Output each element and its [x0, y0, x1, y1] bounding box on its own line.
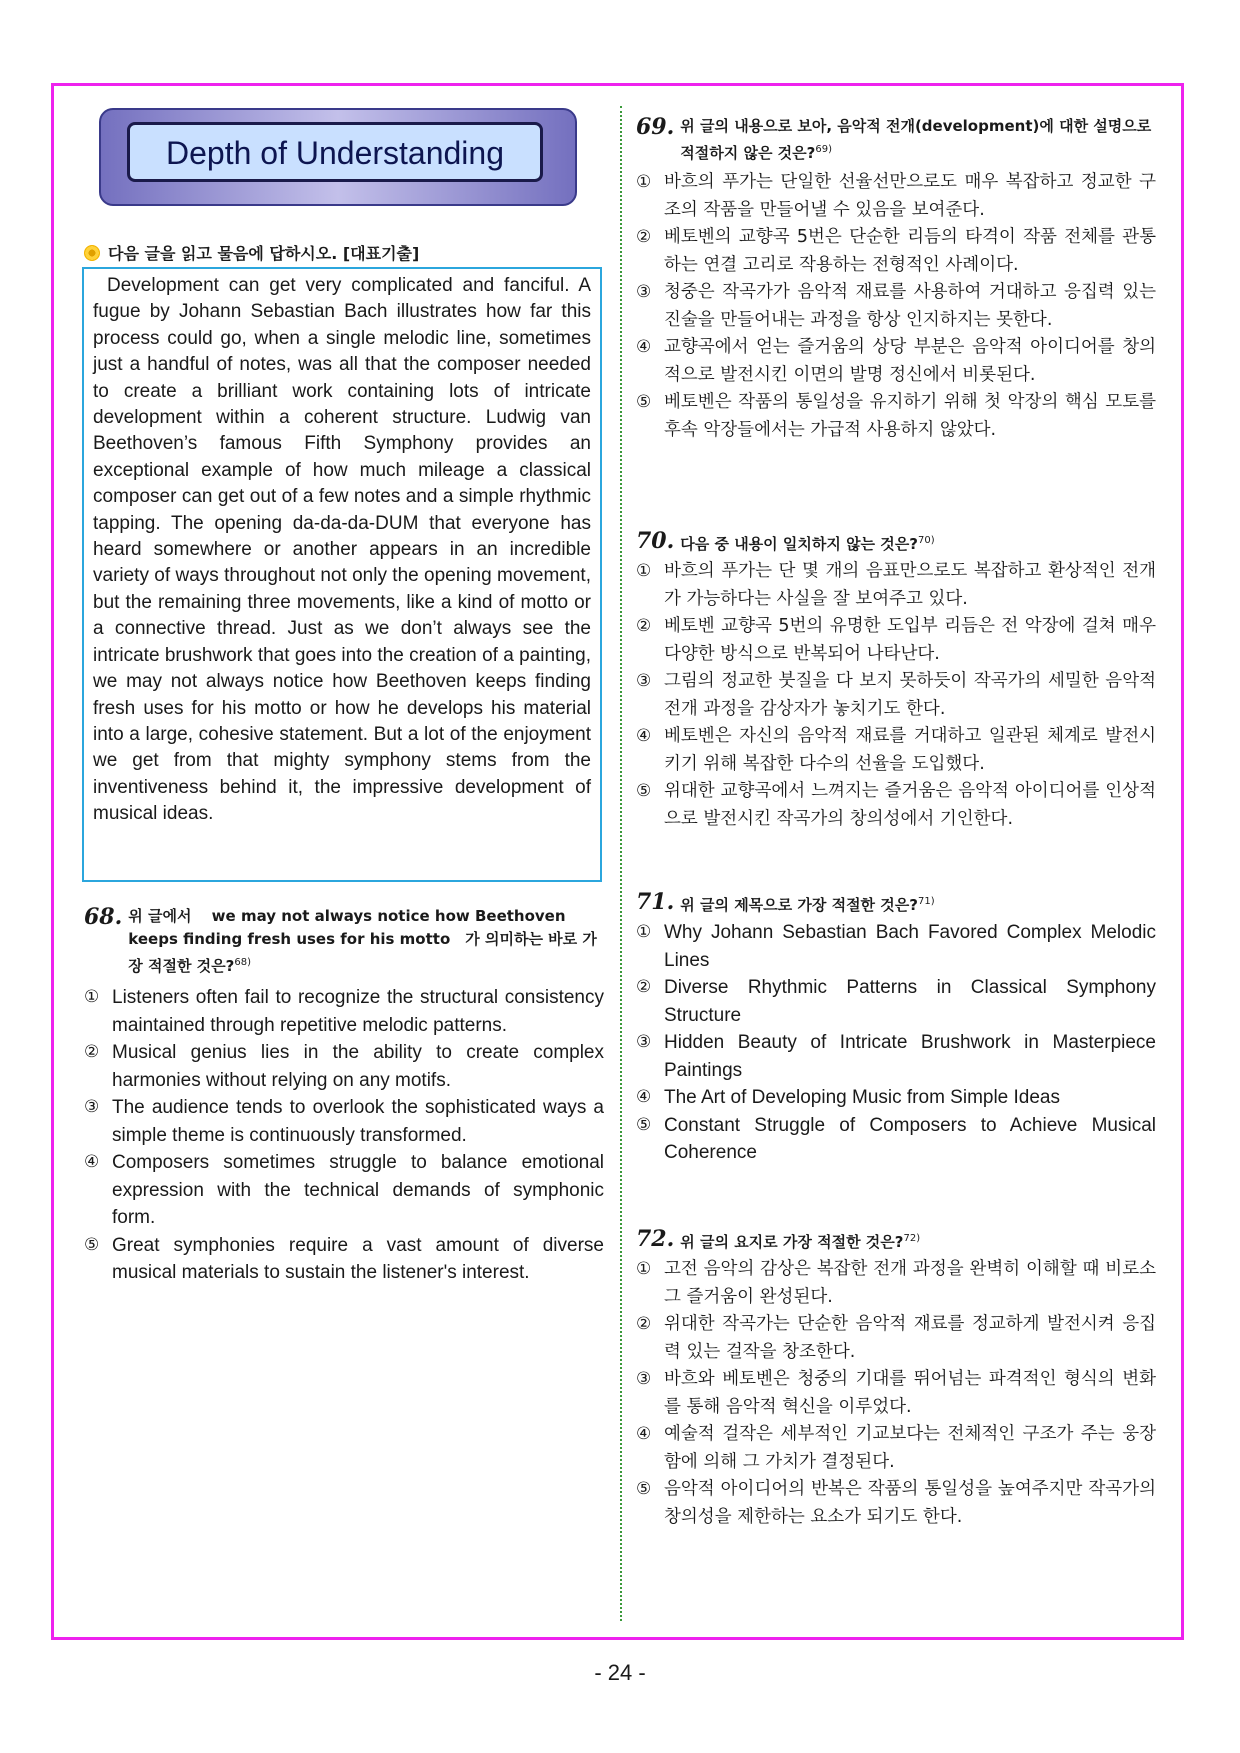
option-text: 베토벤 교향곡 5번의 유명한 도입부 리듬은 전 악장에 걸쳐 매우 다양한 방식으로 반복되어 나타난다. — [664, 616, 1156, 664]
option[interactable] — [636, 1366, 1156, 1421]
options-list — [636, 919, 1156, 1167]
option-text: 바흐와 베토벤은 청중의 기대를 뛰어넘는 파격적인 형식의 변화를 통해 음악적 혁신을 이루었다. — [664, 1369, 1156, 1417]
option-text: The audience tends to overlook the sophisticated ways a simple theme is continuously transformed. — [112, 1097, 604, 1146]
question-stem — [680, 890, 934, 917]
banner-label-box — [127, 122, 543, 182]
footnote-mark: 68) — [234, 957, 252, 968]
footnote-mark: 69) — [815, 144, 832, 155]
question-70 — [636, 529, 1156, 833]
question-header — [636, 529, 1156, 556]
option-text: Why Johann Sebastian Bach Favored Complex Melodic Lines — [664, 922, 1156, 971]
option-text: 베토벤은 자신의 음악적 재료를 거대하고 일관된 체계로 발전시키기 위해 복잡한 다수의 선율을 도입했다. — [664, 726, 1156, 774]
question-number: 71. — [636, 889, 675, 915]
question-number: 69. — [636, 114, 675, 140]
option-text: Listeners often fail to recognize the structural consistency maintained through repetitive melodic patterns. — [112, 987, 604, 1036]
option-mark: ③ — [636, 1032, 652, 1052]
option-text: 베토벤의 교향곡 5번은 단순한 리듬의 타격이 작품 전체를 관통하는 연결 고리로 작용하는 전형적인 사례이다. — [664, 227, 1156, 275]
option-mark: ③ — [636, 1369, 652, 1389]
instruction-text: 다음 글을 읽고 물음에 답하시오. [대표기출] — [108, 244, 420, 263]
question-stem-text: 위 글의 제목으로 가장 적절한 것은? — [680, 896, 918, 914]
option-mark: ⑤ — [636, 392, 652, 412]
option-text: 교향곡에서 얻는 즐거움의 상당 부분은 음악적 아이디어를 창의적으로 발전시킨 이면의 발명 정신에서 비롯된다. — [664, 337, 1156, 385]
passage-text: Development can get very complicated and fanciful. A fugue by Johann Sebastian Bach illustrates how far this process could go, when a single melodic line, sometimes just a handful of notes, was all that the composer needed to create a brilliant work containing lots of intricate development within a coherent structure. Ludwig van Beethoven’s famous Fifth Symphony provides an exceptional example of how much mileage a classical composer can get out of a few notes and a simple rhythmic tapping. The opening da-da-da-DUM that everyone has heard somewhere or another appears in an incredible variety of ways throughout not only the opening movement, but the remaining three movements, like a kind of motto or a connective thread. Just as we don’t always see the intricate brushwork that goes into the creation of a painting, we may not always notice how Beethoven keeps finding fresh uses for his motto or how he develops his material into a large, cohesive statement. But a lot of the enjoyment we get from that mighty symphony stems from the inventiveness behind it, the impressive development of musical ideas. — [93, 275, 591, 825]
option-text: Great symphonies require a vast amount of diverse musical materials to sustain the listener's interest. — [112, 1234, 604, 1283]
option[interactable] — [636, 279, 1156, 334]
option-mark: ③ — [636, 671, 652, 691]
footnote-mark: 71) — [917, 896, 935, 907]
option-text: Constant Struggle of Composers to Achieve Musical Coherence — [664, 1114, 1156, 1163]
option[interactable] — [84, 984, 604, 1039]
question-number: 72. — [636, 1226, 675, 1252]
option-mark: ① — [636, 922, 652, 942]
question-stem — [680, 115, 1156, 165]
options-list — [84, 984, 604, 1287]
question-header — [636, 115, 1156, 165]
option-mark: ⑤ — [636, 1479, 652, 1499]
option-text: Musical genius lies in the ability to create complex harmonies without relying on any motifs. — [112, 1042, 604, 1091]
section-banner — [99, 108, 577, 206]
option-mark: ② — [636, 227, 652, 247]
passage-box — [82, 267, 602, 882]
option-mark: ⑤ — [636, 781, 652, 801]
option-text: 청중은 작곡가가 음악적 재료를 사용하여 거대하고 응집력 있는 진술을 만들어내는 과정을 항상 인지하지는 못한다. — [664, 282, 1156, 330]
option[interactable] — [636, 169, 1156, 224]
option[interactable] — [636, 1311, 1156, 1366]
question-number: 68. — [84, 904, 123, 930]
question-header — [84, 905, 604, 978]
question-stem — [680, 529, 934, 556]
footnote-mark: 70) — [917, 535, 935, 546]
option-text: 음악적 아이디어의 반복은 작품의 통일성을 높여주지만 작곡가의 창의성을 제한하는 요소가 되기도 한다. — [664, 1479, 1156, 1527]
option-mark: ④ — [636, 726, 652, 746]
option-text: 위대한 작곡가는 단순한 음악적 재료를 정교하게 발전시켜 응집력 있는 걸작을 창조한다. — [664, 1314, 1156, 1362]
option-text: 예술적 걸작은 세부적인 기교보다는 전체적인 구조가 주는 웅장함에 의해 그 가치가 결정된다. — [664, 1424, 1156, 1472]
question-header — [636, 1227, 1156, 1254]
question-71 — [636, 890, 1156, 1167]
option-text: 베토벤은 작품의 통일성을 유지하기 위해 첫 악장의 핵심 모토를 후속 악장들에서는 가급적 사용하지 않았다. — [664, 392, 1156, 440]
option-text: Composers sometimes struggle to balance emotional expression with the technical demands of symphonic form. — [112, 1152, 604, 1228]
option-mark: ② — [636, 1314, 652, 1334]
option-mark: ② — [84, 1042, 100, 1062]
option[interactable] — [636, 723, 1156, 778]
option[interactable] — [636, 668, 1156, 723]
option-text: 위대한 교향곡에서 느껴지는 즐거움은 음악적 아이디어를 인상적으로 발전시킨 작곡가의 창의성에서 기인한다. — [664, 781, 1156, 829]
option[interactable] — [636, 974, 1156, 1029]
footnote-mark: 72) — [903, 1233, 921, 1244]
page-number: - 24 - — [594, 1660, 646, 1685]
option[interactable] — [636, 224, 1156, 279]
option-text: Diverse Rhythmic Patterns in Classical Symphony Structure — [664, 977, 1156, 1026]
option-mark: ② — [636, 977, 652, 997]
option[interactable] — [636, 389, 1156, 444]
option[interactable] — [636, 558, 1156, 613]
option-mark: ① — [636, 172, 652, 192]
question-stem-text: 위 글의 요지로 가장 적절한 것은? — [680, 1233, 904, 1251]
option-text: 그림의 정교한 붓질을 다 보지 못하듯이 작곡가의 세밀한 음악적 전개 과정을 감상자가 놓치기도 한다. — [664, 671, 1156, 719]
question-68 — [84, 905, 604, 1287]
options-list — [636, 169, 1156, 444]
option-mark: ① — [636, 561, 652, 581]
option-text: 고전 음악의 감상은 복잡한 전개 과정을 완벽히 이해할 때 비로소 그 즐거움이 완성된다. — [664, 1259, 1156, 1307]
options-list — [636, 558, 1156, 833]
option-text: Hidden Beauty of Intricate Brushwork in Masterpiece Paintings — [664, 1032, 1156, 1081]
option[interactable] — [636, 1476, 1156, 1531]
question-stem-text: 위 글의 내용으로 보아, 음악적 전개(development)에 대한 설명으로 적절하지 않은 것은? — [680, 117, 1152, 162]
question-header — [636, 890, 1156, 917]
option-mark: ② — [636, 616, 652, 636]
option[interactable] — [636, 1112, 1156, 1167]
question-stem-text: 위 글에서 we may not always notice how Beethoven keeps finding fresh uses for his motto 가 의미하는 바로 가장 적절한 것은? — [128, 907, 597, 975]
option-mark: ③ — [84, 1097, 100, 1117]
option-mark: ④ — [636, 1424, 652, 1444]
option-text: 바흐의 푸가는 단 몇 개의 음표만으로도 복잡하고 환상적인 전개가 가능하다는 사실을 잘 보여주고 있다. — [664, 561, 1156, 609]
option[interactable] — [84, 1232, 604, 1287]
option[interactable] — [636, 1421, 1156, 1476]
instruction — [84, 241, 419, 264]
option[interactable] — [84, 1094, 604, 1149]
option-mark: ⑤ — [84, 1234, 100, 1255]
column-divider — [620, 106, 622, 1621]
option-mark: ④ — [636, 1087, 652, 1107]
option-mark: ④ — [636, 337, 652, 357]
option[interactable] — [636, 613, 1156, 668]
option-mark: ④ — [84, 1152, 100, 1172]
option[interactable] — [84, 1039, 604, 1094]
question-stem — [680, 1227, 920, 1254]
option-mark: ③ — [636, 282, 652, 302]
option-text: 바흐의 푸가는 단일한 선율선만으로도 매우 복잡하고 정교한 구조의 작품을 만들어낼 수 있음을 보여준다. — [664, 172, 1156, 220]
option[interactable] — [636, 1029, 1156, 1084]
question-stem-text: 다음 중 내용이 일치하지 않는 것은? — [680, 535, 918, 553]
option-mark: ⑤ — [636, 1114, 652, 1135]
question-69 — [636, 115, 1156, 444]
option-mark: ① — [636, 1259, 652, 1279]
option[interactable] — [636, 919, 1156, 974]
question-stem — [128, 905, 604, 978]
option[interactable] — [84, 1149, 604, 1232]
question-number: 70. — [636, 528, 675, 554]
option[interactable] — [636, 1256, 1156, 1311]
question-72 — [636, 1227, 1156, 1531]
option[interactable] — [636, 1084, 1156, 1112]
banner-title: Depth of Understanding — [166, 135, 504, 171]
option[interactable] — [636, 778, 1156, 833]
option-mark: ① — [84, 987, 100, 1007]
option-text: The Art of Developing Music from Simple Ideas — [664, 1087, 1061, 1108]
flower-icon — [84, 245, 100, 261]
option[interactable] — [636, 334, 1156, 389]
options-list — [636, 1256, 1156, 1531]
